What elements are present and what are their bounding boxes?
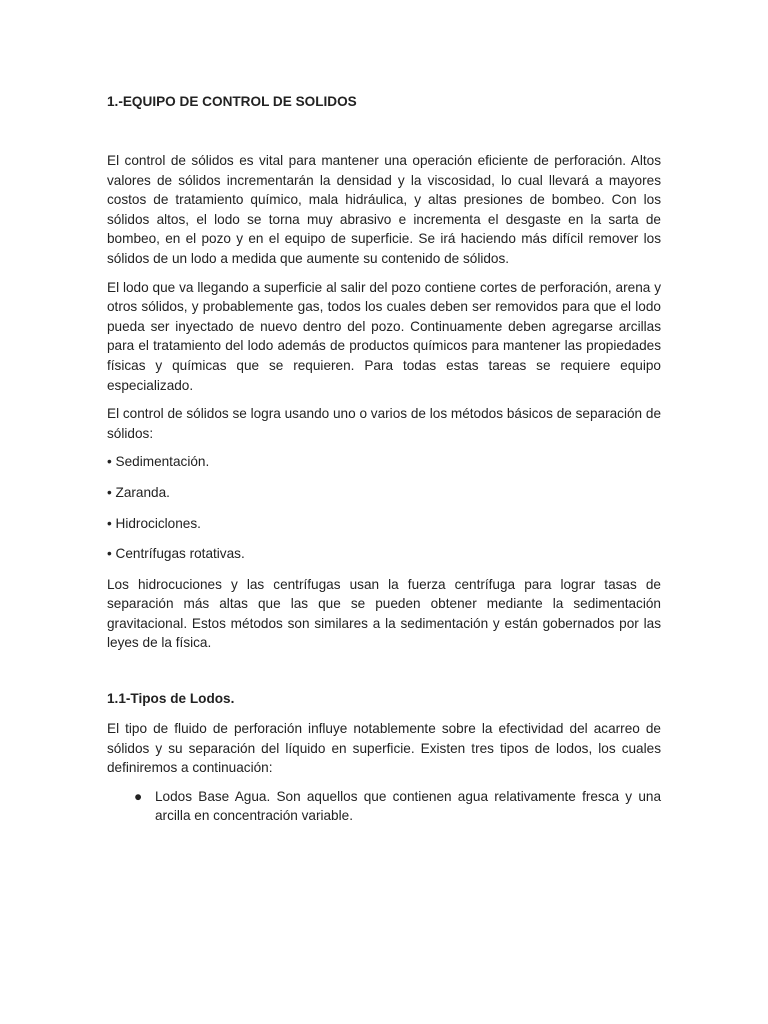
mud-types-list: [107, 787, 661, 826]
list-item: [107, 787, 661, 826]
mud-type-water-base: Lodos Base Agua. Son aquellos que contienen agua relativamente fresca y una arcilla en concentración variable.: [155, 788, 661, 824]
intro-paragraph: El control de sólidos es vital para mantener una operación eficiente de perforación. Altos valores de sólidos incrementarán la densidad y la viscosidad, lo cual llevará a mayores costos de tratamiento químico, mala hidráulica, y altas presiones de bombeo. Con los sólidos altos, el lodo se torna muy abrasivo e incrementa el desgaste en la sarta de bombeo, en el pozo y en el equipo de superficie. Se irá haciendo más difícil remover los sólidos de un lodo a medida que aumente su contenido de sólidos.: [107, 153, 661, 266]
mud-surface-paragraph: El lodo que va llegando a superficie al salir del pozo contiene cortes de perforación, arena y otros sólidos, y probablemente gas, todos los cuales deben ser removidos para que el lodo pueda ser inyectado de nuevo dentro del pozo. Continuamente deben agregarse arcillas para el tratamiento del lodo además de productos químicos para mantener las propiedades físicas y químicas que se requieren. Para todas estas tareas se requiere equipo especializado.: [107, 279, 661, 393]
method-item-centrifugas: • Centrífugas rotativas.: [107, 546, 245, 562]
method-item-zaranda: • Zaranda.: [107, 484, 170, 500]
method-item-sedimentacion: • Sedimentación.: [107, 454, 210, 470]
centrifuge-paragraph: Los hidrocuciones y las centrífugas usan la fuerza centrífuga para lograr tasas de separación más altas que las que se pueden obtener mediante la sedimentación gravitacional. Estos métodos son similares a la sedimentación y están gobernados por las leyes de la física.: [107, 576, 661, 651]
bullet-dot-icon: ●: [134, 788, 143, 804]
section-heading-equipo-control: 1.-EQUIPO DE CONTROL DE SOLIDOS: [107, 94, 357, 109]
method-item-hidrociclones: • Hidrociclones.: [107, 515, 201, 531]
section-heading-tipos-lodos: 1.1-Tipos de Lodos.: [107, 691, 235, 707]
mud-types-paragraph: El tipo de fluido de perforación influye notablemente sobre la efectividad del acarreo de sólidos y su separación del líquido en superficie. Existen tres tipos de lodos, los cuales definiremos a continuación:: [107, 721, 661, 776]
methods-intro-paragraph: El control de sólidos se logra usando uno o varios de los métodos básicos de separación de sólidos:: [107, 406, 661, 441]
document-page: [107, 93, 661, 826]
